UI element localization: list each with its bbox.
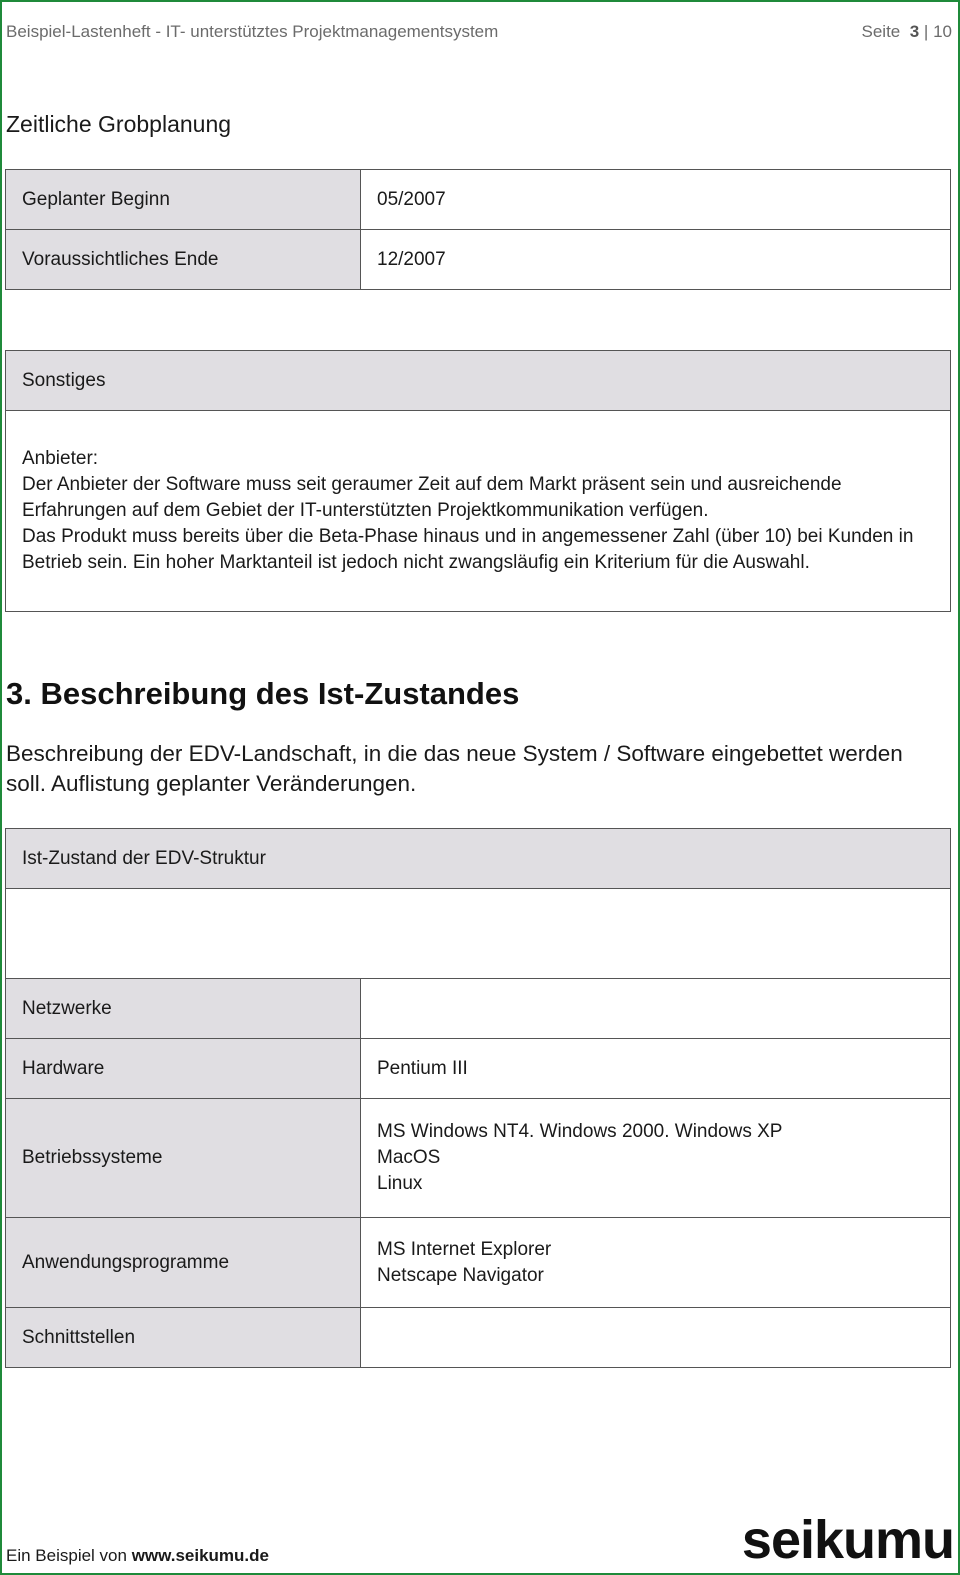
row-label: Hardware [6, 1039, 361, 1099]
table-header-row [6, 351, 951, 411]
page-indicator [862, 22, 952, 42]
table-row [6, 170, 951, 230]
zeitplan-table [5, 169, 951, 290]
footer-link[interactable]: www.seikumu.de [131, 1546, 269, 1565]
footer-prefix: Ein Beispiel von [6, 1546, 127, 1565]
sonstiges-body [6, 411, 951, 612]
sonstiges-table [5, 350, 951, 612]
value-line: Pentium III [377, 1057, 468, 1079]
row-label: Betriebssysteme [6, 1099, 361, 1218]
row-value [361, 1218, 951, 1308]
row-label: Netzwerke [6, 979, 361, 1039]
row-value [361, 1099, 951, 1218]
row-value [361, 1308, 951, 1368]
table-row [6, 1218, 951, 1308]
value-line: Netscape Navigator [377, 1264, 544, 1286]
table-row [6, 1099, 951, 1218]
section-heading: 3. Beschreibung des Ist-Zustandes [6, 676, 520, 711]
row-value: 12/2007 [361, 230, 951, 290]
row-value: 05/2007 [361, 170, 951, 230]
row-label: Schnittstellen [6, 1308, 361, 1368]
table-row [6, 1308, 951, 1368]
sonstiges-header: Sonstiges [6, 351, 951, 411]
table-row [6, 1039, 951, 1099]
table-row [6, 230, 951, 290]
paragraph: Das Produkt muss bereits über die Beta-Phase hinaus und in angemessener Zahl (über 10) bei Kunden in Betrieb sein. Ein hoher Marktanteil ist jedoch nicht zwangsläufig ein Kriterium für die Auswahl. [22, 526, 914, 573]
table-row [6, 411, 951, 612]
row-label: Anwendungsprogramme [6, 1218, 361, 1308]
section-title-zeitplan: Zeitliche Grobplanung [6, 111, 232, 137]
row-value [361, 979, 951, 1039]
empty-cell [6, 889, 951, 979]
value-line: MS Windows NT4. Windows 2000. Windows XP [377, 1121, 783, 1142]
table-row [6, 979, 951, 1039]
paragraph: Anbieter: [22, 448, 99, 469]
row-value [361, 1039, 951, 1099]
page-current: 3 [909, 22, 920, 41]
page-separator: | [923, 22, 929, 41]
ist-zustand-table [5, 828, 951, 1368]
row-label: Voraussichtliches Ende [6, 230, 361, 290]
row-label: Geplanter Beginn [6, 170, 361, 230]
footer-credit [6, 1546, 269, 1566]
page-total: 10 [933, 22, 952, 41]
value-line: MS Internet Explorer [377, 1238, 552, 1260]
table-header-row [6, 829, 951, 889]
value-line: Linux [377, 1173, 423, 1194]
value-line: MacOS [377, 1147, 441, 1168]
ist-zustand-header: Ist-Zustand der EDV-Struktur [6, 829, 951, 889]
seikumu-logo: seikumu [741, 1510, 954, 1570]
document-title: Beispiel-Lastenheft - IT- unterstütztes Projektmanagementsystem [6, 22, 499, 41]
paragraph: Der Anbieter der Software muss seit geraumer Zeit auf dem Markt präsent sein und ausreichende Erfahrungen auf dem Gebiet der IT-unterstützten Projektkommunikation verfügen. [22, 474, 842, 521]
page-label: Seite [861, 22, 901, 41]
section-intro: Beschreibung der EDV-Landschaft, in die das neue System / Software eingebettet werden soll. Auflistung geplanter Veränderungen. [6, 741, 903, 796]
empty-row [6, 889, 951, 979]
